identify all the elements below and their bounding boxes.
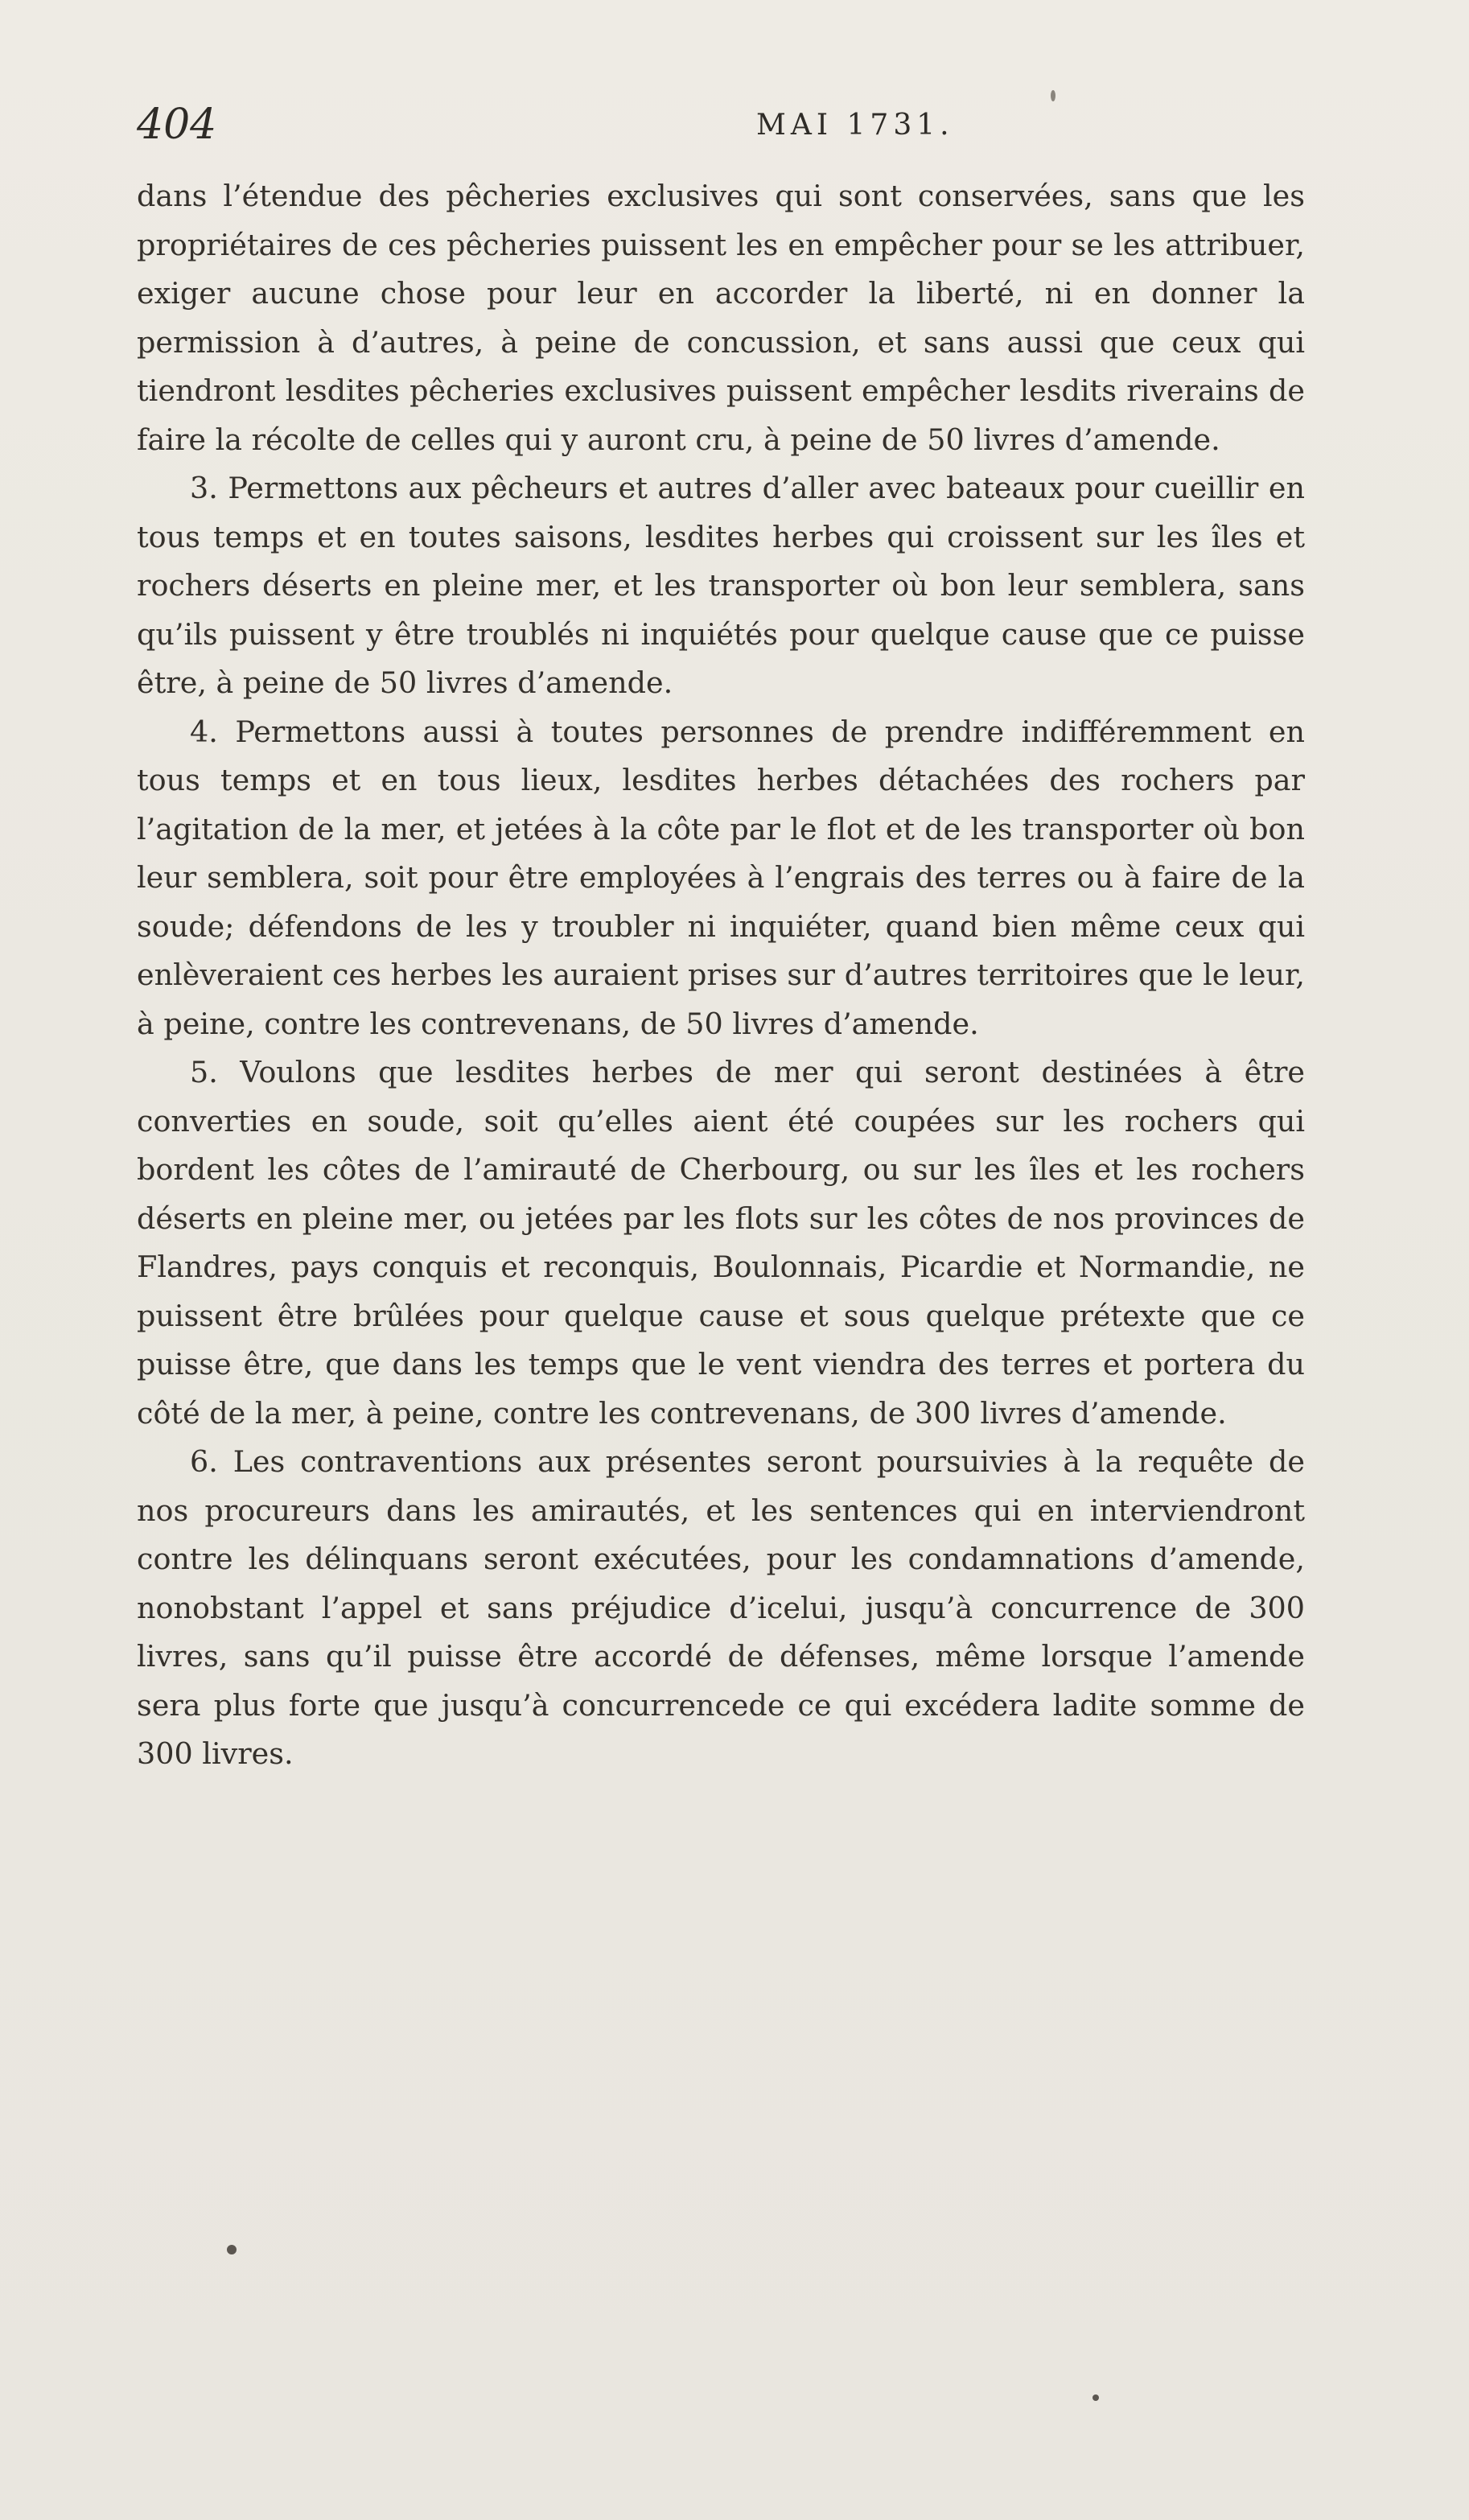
body-text — [137, 172, 1305, 1779]
paragraph-continuation: dans l’étendue des pêcheries exclusives qui sont conservées, sans que les propriétaires de ces pêcheries puissent les en empêcher pour se les attribuer, exiger aucune chose pour leur en accorder la liberté, ni en donner la permission à d’autres, à peine de concussion, et sans aussi que ceux qui tiendront lesdites pêcheries exclusives puissent empêcher lesdits riverains de faire la récolte de celles qui y auront cru, à peine de 50 livres d’amende. — [137, 179, 1305, 457]
article-3: 3. Permettons aux pêcheurs et autres d’aller avec bateaux pour cueillir en tous temps et en toutes saisons, lesdites herbes qui croissent sur les îles et rochers déserts en pleine mer, et les transporter où bon leur semblera, sans qu’ils puissent y être troublés ni inquiétés pour quelque cause que ce puisse être, à peine de 50 livres d’amende. — [137, 471, 1305, 700]
article-6: 6. Les contraventions aux présentes seront poursuivies à la requête de nos procureurs dans les amirautés, et les sentences qui en interviendront contre les délinquans seront exécutées, pour les condamnations d’amende, nonobstant l’appel et sans préjudice d’icelui, jusqu’à concurrence de 300 livres, sans qu’il puisse être accordé de défenses, même lorsque l’amende sera plus forte que jusqu’à concurrencede ce qui excédera ladite somme de 300 livres. — [137, 1444, 1305, 1771]
ink-speck — [227, 2245, 237, 2254]
article-4: 4. Permettons aussi à toutes personnes de prendre indifféremment en tous temps et en tous lieux, lesdites herbes détachées des rochers par l’agitation de la mer, et jetées à la côte par le flot et de les transporter où bon leur semblera, soit pour être employées à l’engrais des terres ou à faire de la soude; défendons de les y troubler ni inquiéter, quand bien même ceux qui enlèveraient ces herbes les auraient prises sur d’autres territoires que le leur, à peine, contre les contrevenans, de 50 livres d’amende. — [137, 714, 1305, 1041]
page-number: 404 — [137, 101, 217, 149]
ink-speck — [1092, 2394, 1099, 2401]
ink-speck — [1051, 90, 1055, 101]
article-5: 5. Voulons que lesdites herbes de mer qui seront destinées à être converties en soude, soit qu’elles aient été coupées sur les rochers qui bordent les côtes de l’amirauté de Cherbourg, ou sur les îles et les rochers déserts en pleine mer, ou jetées par les flots sur les côtes de nos provinces de Flandres, pays conquis et reconquis, Boulonnais, Picardie et Normandie, ne puissent être brûlées pour quelque cause et sous quelque prétexte que ce puisse être, que dans les temps que le vent viendra des terres et portera du côté de la mer, à peine, contre les contrevenans, de 300 livres d’amende. — [137, 1055, 1305, 1431]
page-header — [137, 97, 1327, 153]
running-head: MAI 1731. — [756, 109, 954, 142]
